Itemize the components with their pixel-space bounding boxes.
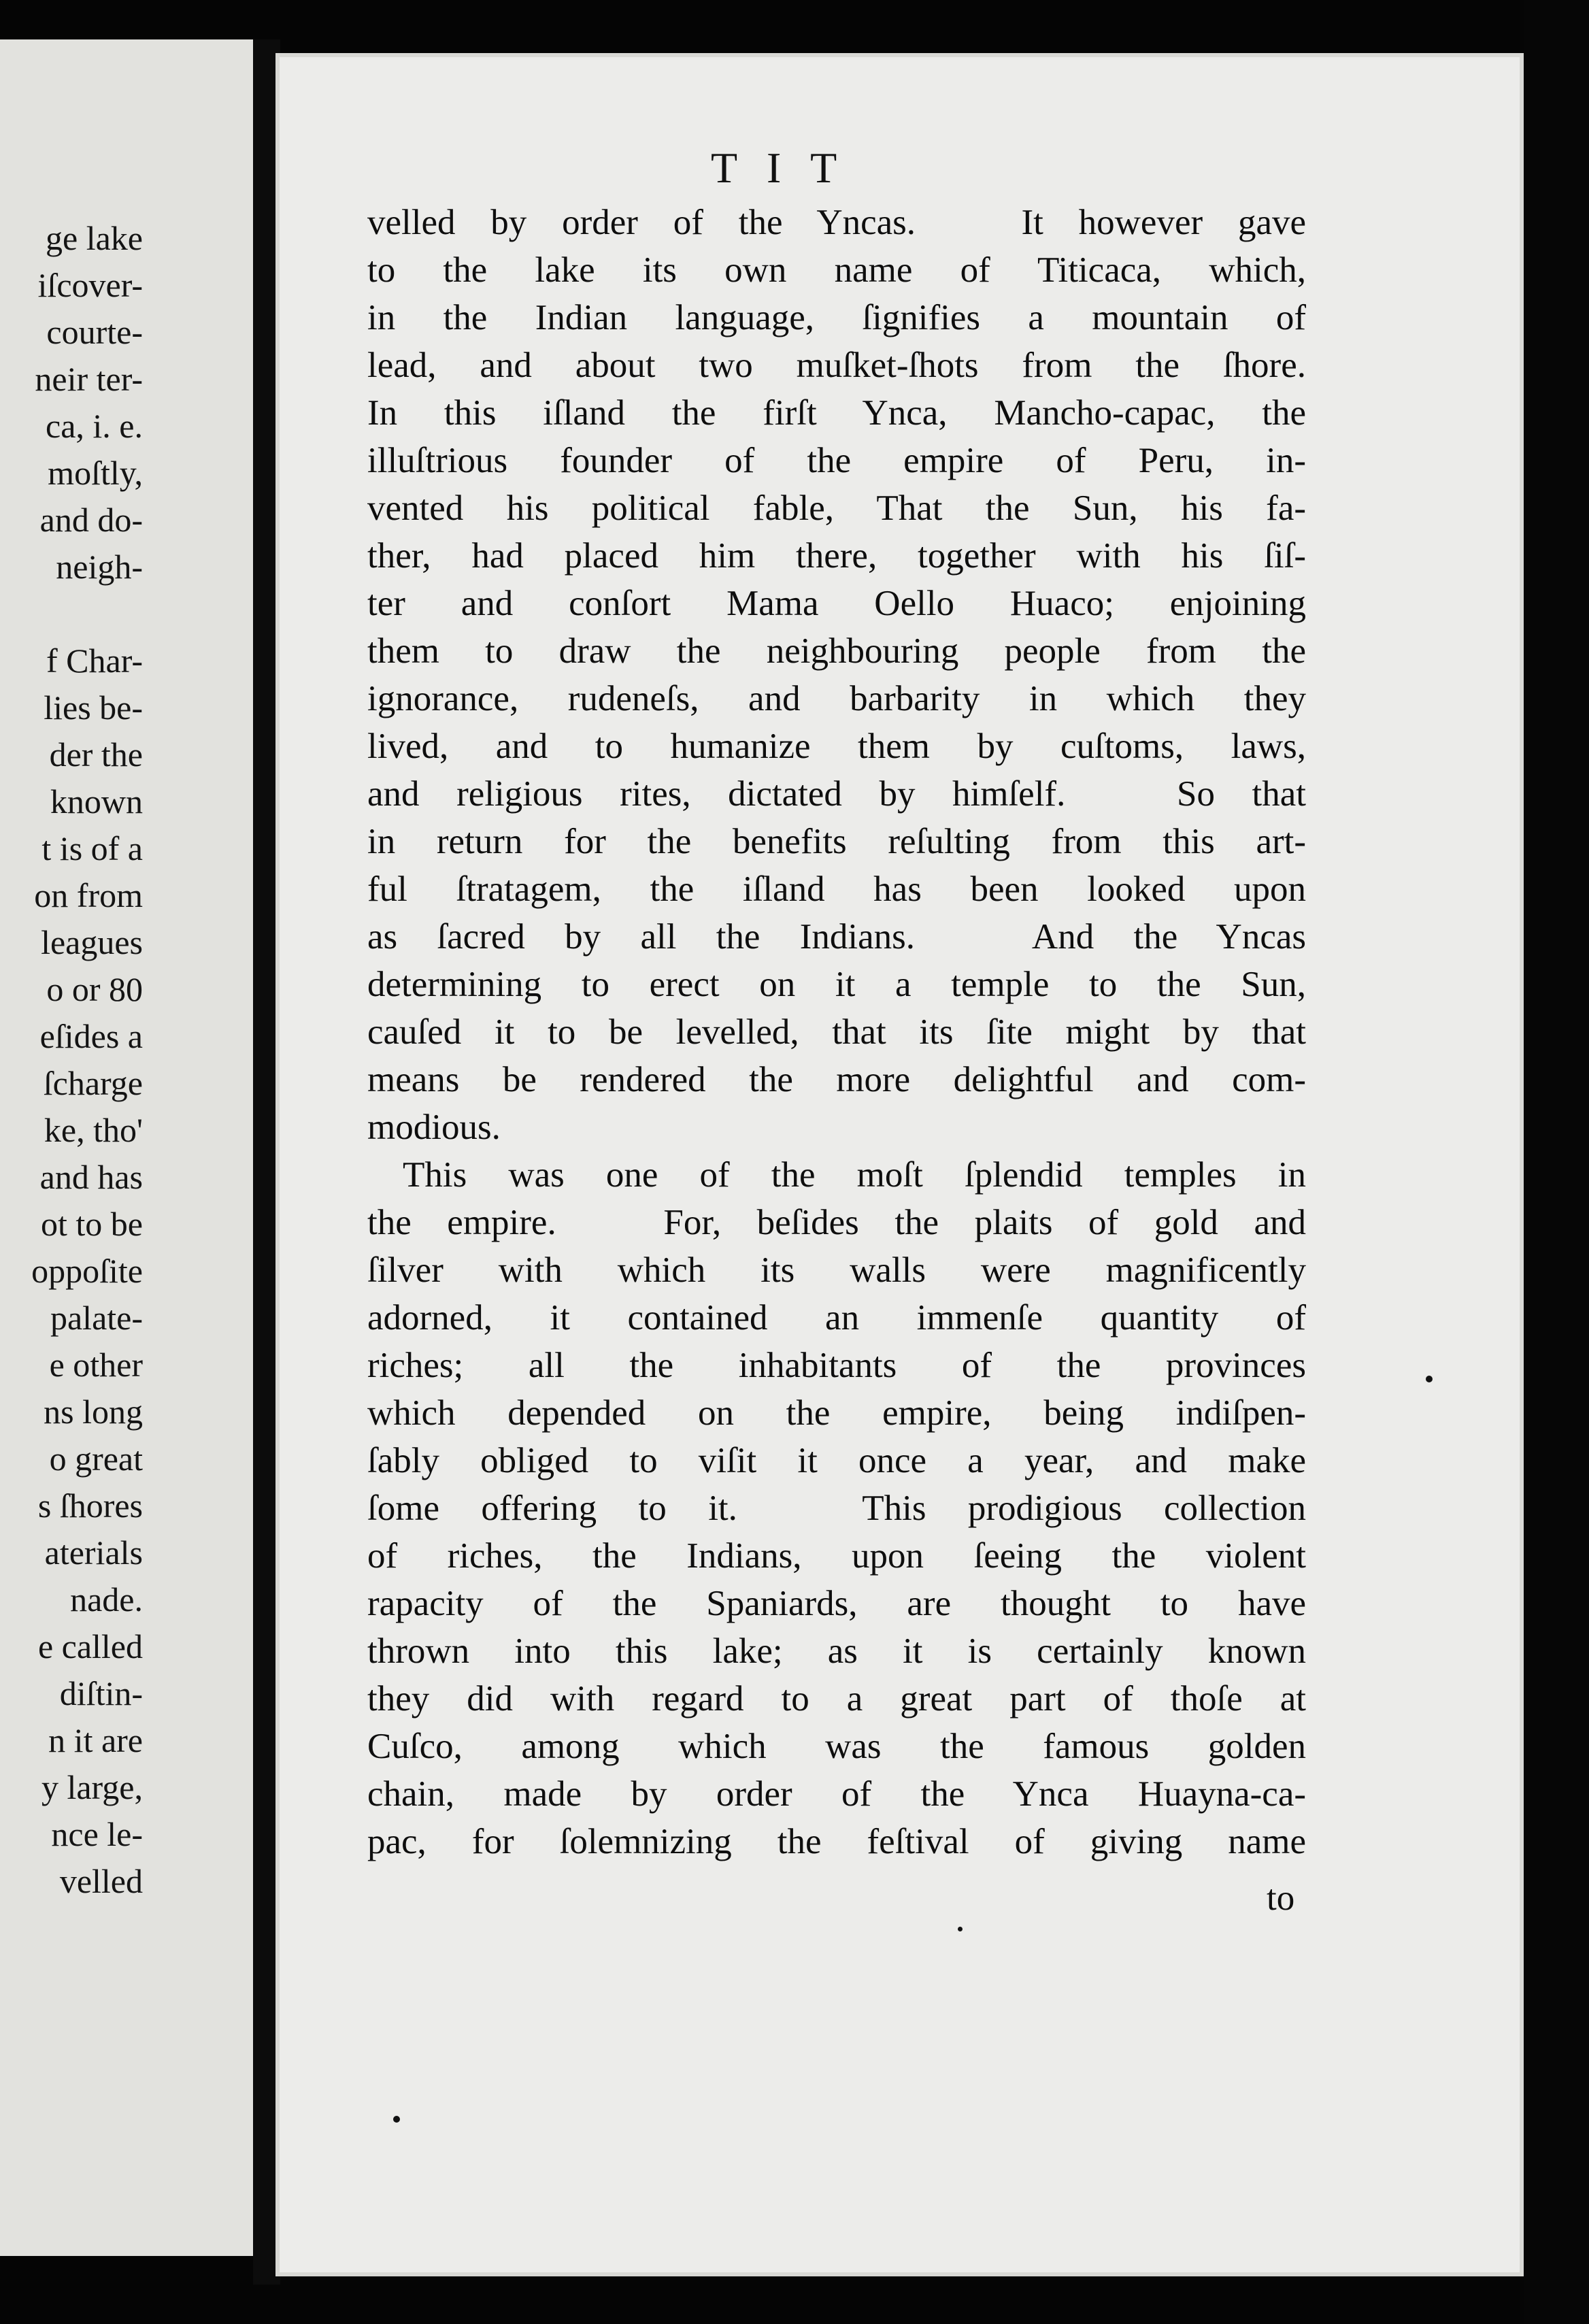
left-page-line: palate- [50,1299,143,1337]
ink-speck [958,1927,963,1931]
left-page-line [31,591,143,637]
body-line: ignorance, rudeneſs, and barbarity in which they [367,679,1306,718]
left-page-line: leagues [41,923,143,961]
left-page-line: nce le- [51,1815,143,1853]
left-page-line: nade. [70,1580,143,1618]
left-page-line: der the [49,735,143,774]
body-line: lived, and to humanize them by cuſtoms, laws, [367,727,1306,766]
right-margin-dark [1524,0,1589,2324]
body-line: Cuſco, among which was the famous golden [367,1727,1306,1766]
body-line: adorned, it contained an immenſe quantity of [367,1298,1306,1338]
body-line: to the lake its own name of Titicaca, which, [367,250,1306,290]
body-line: determining to erect on it a temple to the Sun, [367,965,1306,1004]
left-page-line: aterials [44,1533,143,1572]
body-line: as ſacred by all the Indians. And the Yncas [367,917,1306,957]
left-page-line: ſcharge [43,1064,143,1102]
left-page-line: ke, tho' [44,1111,143,1149]
body-text [367,199,1306,1865]
body-line: ſome offering to it. This prodigious collection [367,1489,1306,1528]
left-page-line: ge lake [46,219,143,257]
body-line: ther, had placed him there, together with his ſiſ- [367,536,1306,576]
left-page-line: t is of a [41,829,143,867]
left-page-text [31,215,143,1905]
body-line: lead, and about two muſket-ſhots from the ſhore. [367,346,1306,385]
body-line: and religious rites, dictated by himſelf. So that [367,774,1306,814]
left-page-line: neigh- [56,548,143,586]
left-page-line: y large, [41,1768,143,1806]
body-line: they did with regard to a great part of thoſe at [367,1679,1306,1719]
left-page [0,39,253,2256]
left-page-line: on from [34,876,143,914]
body-line: in return for the benefits reſulting from this art- [367,822,1306,861]
body-line: ful ſtratagem, the iſland has been looked upon [367,869,1306,909]
body-line: riches; all the inhabitants of the provinces [367,1346,1306,1385]
body-line: cauſed it to be levelled, that its ſite might by that [367,1012,1306,1052]
left-page-line: n it are [48,1721,143,1759]
body-line: of riches, the Indians, upon ſeeing the violent [367,1536,1306,1576]
body-line: chain, made by order of the Ynca Huayna-ca- [367,1774,1306,1814]
body-line-paragraph-end: modious. [367,1108,501,1147]
body-line: which depended on the empire, being indiſpen- [367,1393,1306,1433]
left-page-line: eſides a [39,1017,143,1055]
body-line: illuſtrious founder of the empire of Peru, in- [367,441,1306,480]
ink-speck [1426,1376,1433,1382]
left-page-line: lies be- [44,688,143,727]
body-line: thrown into this lake; as it is certainly known [367,1631,1306,1671]
left-page-line: diſtin- [59,1674,143,1712]
body-line-paragraph-start: This was one of the moſt ſplendid temples in [403,1155,1306,1195]
catchword: to [1267,1878,1295,1918]
body-line: the empire. For, beſides the plaits of gold and [367,1203,1306,1242]
left-page-line: courte- [46,313,143,351]
left-page-line: ot to be [41,1205,143,1243]
running-head: T I T [711,144,847,192]
body-line: them to draw the neighbouring people from the [367,631,1306,671]
body-line: rapacity of the Spaniards, are thought to have [367,1584,1306,1623]
left-page-line: and do- [39,501,143,539]
left-page-line: o or 80 [46,970,143,1008]
left-page-line: s ſhores [37,1487,143,1525]
body-line: means be rendered the more delightful and com- [367,1060,1306,1099]
body-line: ter and conſort Mama Oello Huaco; enjoining [367,584,1306,623]
left-page-line: ca, i. e. [46,407,143,445]
body-line: pac, for ſolemnizing the feſtival of giving name [367,1822,1306,1861]
left-page-line: velled [59,1862,143,1900]
body-line: ſilver with which its walls were magnificently [367,1250,1306,1290]
left-page-line: e other [49,1346,143,1384]
body-line: in the Indian language, ſignifies a mountain of [367,298,1306,337]
left-page-line: neir ter- [35,360,143,398]
left-page-line: oppoſite [31,1252,143,1290]
left-page-line: f Char- [46,642,143,680]
left-page-line: known [50,782,143,820]
ink-speck [393,2116,400,2123]
body-line: ſably obliged to viſit it once a year, and make [367,1441,1306,1480]
left-page-line: moſtly, [48,454,143,492]
body-line: velled by order of the Yncas. It however gave [367,203,1306,242]
left-page-line: and has [39,1158,143,1196]
body-line: vented his political fable, That the Sun, his fa- [367,488,1306,528]
left-page-line: o great [49,1440,143,1478]
left-page-line: ns long [44,1393,143,1431]
body-line: In this iſland the firſt Ynca, Mancho-capac, the [367,393,1306,433]
left-page-line: iſcover- [37,266,143,304]
left-page-line: e called [37,1627,143,1665]
